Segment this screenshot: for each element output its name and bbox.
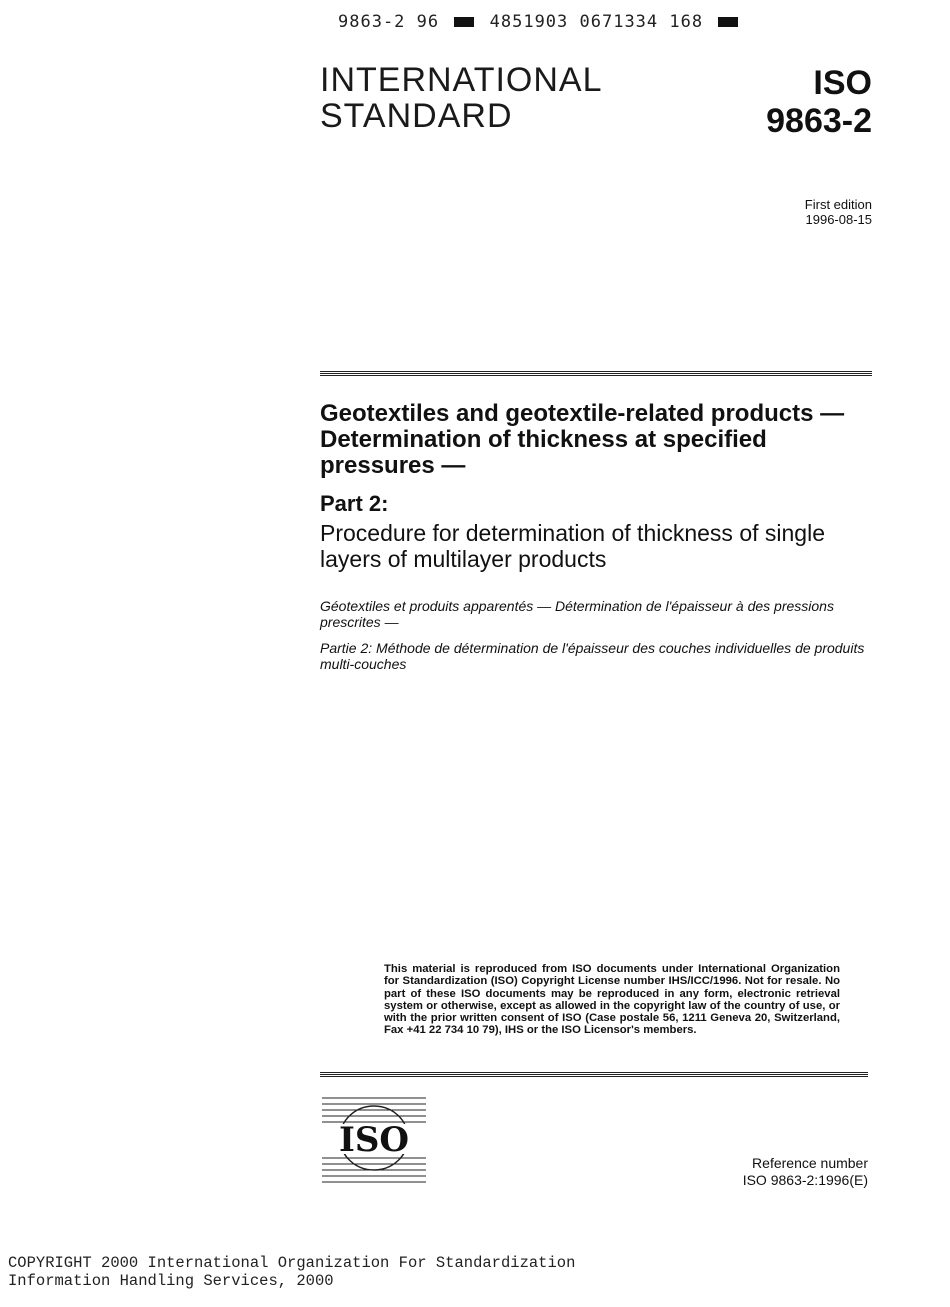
edition-label: First edition [804,197,872,212]
edition-info [805,197,872,227]
footer-line1: COPYRIGHT 2000 International Organization For Standardization [8,1254,576,1272]
bottom-divider [320,1072,868,1078]
iso-label: ISO [813,64,872,102]
barcode-block-icon [454,17,474,27]
copyright-footer [8,1254,575,1290]
reference-value: ISO 9863-2:1996(E) [742,1172,868,1188]
part-title: Procedure for determination of thickness of single layers of multilayer products [320,520,825,572]
title-divider [320,371,872,377]
barcode-block-icon [718,17,738,27]
standard-type-line2: STANDARD [320,97,513,135]
iso-logo-icon [320,1090,428,1186]
iso-logo-text: ISO [338,1120,410,1160]
document-title: Geotextiles and geotextile-related products — Determination of thickness at specified pressures — [320,400,845,479]
standard-type [320,62,603,134]
part-label: Part 2: [320,491,389,516]
french-part-title: Partie 2: Méthode de détermination de l'épaisseur des couches individuelles de produits multi-couches [320,640,865,672]
barcode-right: 4851903 0671334 168 [489,12,704,32]
footer-line2: Information Handling Services, 2000 [8,1272,334,1290]
french-title: Géotextiles et produits apparentés — Détermination de l'épaisseur à des pressions prescrites — [320,598,834,630]
standard-type-line1: INTERNATIONAL [320,61,603,99]
reference-label: Reference number [752,1155,868,1171]
barcode-left: 9863-2 96 [338,12,440,32]
iso-number: 9863-2 [766,102,872,140]
reference-number [743,1155,868,1189]
barcode-line [338,12,742,32]
edition-date: 1996-08-15 [805,212,872,227]
iso-designation [766,64,872,140]
copyright-notice: This material is reproduced from ISO documents under International Organization for Standardization (ISO) Copyright License number IHS/ICC/1996. Not for resale. No part of these ISO documents may be reproduced in any form, electronic retrieval system or otherwise, except as allowed in the copyright law of the country of use, or with the prior written consent of ISO (Case postale 56, 1211 Geneva 20, Switzerland, Fax +41 22 734 10 79), IHS or the ISO Licensor's members. [384,963,840,1037]
